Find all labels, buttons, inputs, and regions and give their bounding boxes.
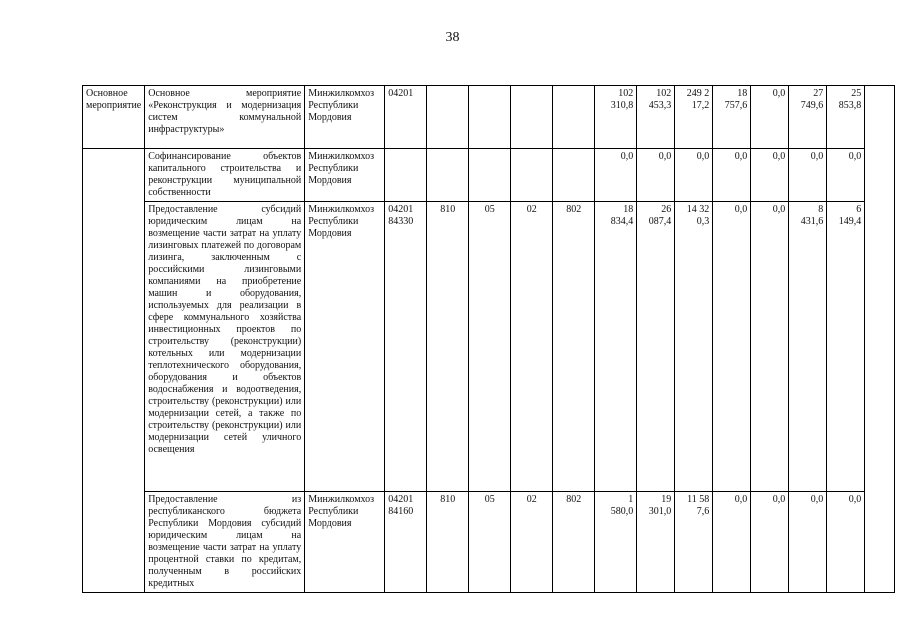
- value-cell: 102 453,3: [637, 86, 675, 149]
- value-cell: 0,0: [637, 149, 675, 202]
- value-cell: 1 580,0: [595, 492, 637, 593]
- page-number: 38: [445, 30, 460, 45]
- value-cell: 0,0: [751, 492, 789, 593]
- pr-cell: 02: [511, 202, 553, 492]
- event-name-cell: Софинансирование объектов капитального строительства и реконструкции муниципальной собственности: [145, 149, 305, 202]
- value-cell: 0,0: [827, 492, 865, 593]
- rz-cell: 05: [469, 492, 511, 593]
- kvr-cell: [427, 86, 469, 149]
- event-name-cell: Предоставление из республиканского бюджета Республики Мордовия субсидий юридическим лицам на возмещение части затрат на уплату процентной ставки по кредитам, полученным в российских кредитных: [145, 492, 305, 593]
- kcsr-cell: 04201: [385, 86, 427, 149]
- value-cell: 27 749,6: [789, 86, 827, 149]
- executor-cell: Минжилкомхоз Республики Мордовия: [305, 492, 385, 593]
- kosgu-cell: [553, 86, 595, 149]
- value-cell: 18 757,6: [713, 86, 751, 149]
- value-cell: 0,0: [595, 149, 637, 202]
- value-cell: 18 834,4: [595, 202, 637, 492]
- kcsr-cell: 04201 84160: [385, 492, 427, 593]
- value-cell: 0,0: [751, 149, 789, 202]
- empty-cell: [865, 86, 895, 593]
- kosgu-cell: 802: [553, 492, 595, 593]
- rz-cell: 05: [469, 202, 511, 492]
- pr-cell: [511, 149, 553, 202]
- status-cell: Основное мероприятие: [83, 86, 145, 149]
- value-cell: 0,0: [713, 492, 751, 593]
- pr-cell: [511, 86, 553, 149]
- kosgu-cell: 802: [553, 202, 595, 492]
- kvr-cell: 810: [427, 492, 469, 593]
- value-cell: 0,0: [713, 202, 751, 492]
- kvr-cell: 810: [427, 202, 469, 492]
- value-cell: 0,0: [789, 149, 827, 202]
- table-row: [83, 202, 895, 492]
- value-cell: 8 431,6: [789, 202, 827, 492]
- value-cell: 11 58 7,6: [675, 492, 713, 593]
- value-cell: 19 301,0: [637, 492, 675, 593]
- table-row: [83, 86, 895, 149]
- kvr-cell: [427, 149, 469, 202]
- budget-table: [82, 85, 895, 593]
- value-cell: 249 2 17,2: [675, 86, 713, 149]
- table-row: [83, 492, 895, 593]
- event-name-cell: Предоставление субсидий юридическим лицам на возмещение части затрат на уплату лизинговых платежей по договорам лизинга, заключенным с российскими лизинговыми компаниями на приобретение машин и оборудования, используемых для реализации в сфере коммунального хозяйства инвестиционных проектов по строительству (реконструкции) котельных или модернизации теплотехнического оборудования, оборудования и объектов водоснабжения и водоотведения, строительству (реконструкции) или модернизации сетей, а также по строительству (реконструкции) или модернизации сетей уличного освещения: [145, 202, 305, 492]
- value-cell: 26 087,4: [637, 202, 675, 492]
- executor-cell: Минжилкомхоз Республики Мордовия: [305, 86, 385, 149]
- kcsr-cell: 04201 84330: [385, 202, 427, 492]
- value-cell: 102 310,8: [595, 86, 637, 149]
- value-cell: 0,0: [789, 492, 827, 593]
- kosgu-cell: [553, 149, 595, 202]
- value-cell: 0,0: [827, 149, 865, 202]
- value-cell: 14 32 0,3: [675, 202, 713, 492]
- value-cell: 0,0: [751, 86, 789, 149]
- rz-cell: [469, 86, 511, 149]
- executor-cell: Минжилкомхоз Республики Мордовия: [305, 149, 385, 202]
- table-row: [83, 149, 895, 202]
- rz-cell: [469, 149, 511, 202]
- value-cell: 6 149,4: [827, 202, 865, 492]
- value-cell: 0,0: [713, 149, 751, 202]
- value-cell: 25 853,8: [827, 86, 865, 149]
- kcsr-cell: [385, 149, 427, 202]
- value-cell: 0,0: [751, 202, 789, 492]
- value-cell: 0,0: [675, 149, 713, 202]
- event-name-cell: Основное мероприятие «Реконструкция и модернизация систем коммунальной инфраструктуры»: [145, 86, 305, 149]
- executor-cell: Минжилкомхоз Республики Мордовия: [305, 202, 385, 492]
- status-cell: [83, 149, 145, 593]
- pr-cell: 02: [511, 492, 553, 593]
